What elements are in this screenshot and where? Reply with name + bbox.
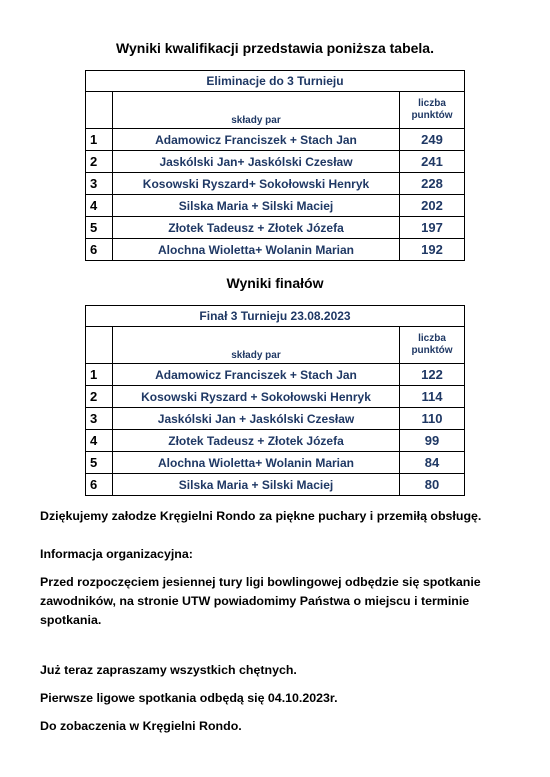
row-points: 249 [400,129,465,151]
row-number: 6 [86,239,113,261]
row-points: 80 [400,474,465,496]
header-points: liczba punktów [400,92,465,129]
row-number: 4 [86,195,113,217]
row-points: 122 [400,364,465,386]
row-number: 3 [86,173,113,195]
row-pair: Alochna Wioletta+ Wolanin Marian [113,239,400,261]
row-number: 2 [86,386,113,408]
qualification-table [85,70,465,261]
row-points: 228 [400,173,465,195]
row-number: 3 [86,408,113,430]
row-pair: Jaskólski Jan + Jaskólski Czesław [113,408,400,430]
row-number: 6 [86,474,113,496]
row-number: 1 [86,364,113,386]
row-number: 1 [86,129,113,151]
table-row [86,195,465,217]
row-points: 110 [400,408,465,430]
row-pair: Silska Maria + Silski Maciej [113,195,400,217]
info-title: Informacja organizacyjna: [40,547,193,561]
table-row [86,239,465,261]
closing-line: Pierwsze ligowe spotkania odbędą się 04.10.2023r. [40,691,338,705]
table-row [86,430,465,452]
table-caption: Eliminacje do 3 Turnieju [86,71,465,92]
row-number: 4 [86,430,113,452]
closing-line: Już teraz zapraszamy wszystkich chętnych. [40,663,297,677]
table-row [86,173,465,195]
row-number: 2 [86,151,113,173]
row-pair: Złotek Tadeusz + Złotek Józefa [113,217,400,239]
finals-table [85,305,465,496]
row-points: 197 [400,217,465,239]
row-pair: Kosowski Ryszard + Sokołowski Henryk [113,386,400,408]
row-pair: Jaskólski Jan+ Jaskólski Czesław [113,151,400,173]
table-row [86,386,465,408]
row-pair: Adamowicz Franciszek + Stach Jan [113,364,400,386]
table-row [86,151,465,173]
table-row [86,408,465,430]
header-number [86,92,113,129]
thanks-text: Dziękujemy załodze Kręgielni Rondo za piękne puchary i przemiłą obsługę. [40,509,482,523]
row-pair: Kosowski Ryszard+ Sokołowski Henryk [113,173,400,195]
row-pair: Adamowicz Franciszek + Stach Jan [113,129,400,151]
row-points: 241 [400,151,465,173]
header-number [86,327,113,364]
table-row [86,474,465,496]
row-points: 114 [400,386,465,408]
header-pairs: składy par [113,92,400,129]
header-points: liczba punktów [400,327,465,364]
header-pairs: składy par [113,327,400,364]
table-row [86,217,465,239]
page-title: Wyniki kwalifikacji przedstawia poniższa tabela. [116,40,434,56]
row-pair: Alochna Wioletta+ Wolanin Marian [113,452,400,474]
row-points: 202 [400,195,465,217]
row-points: 84 [400,452,465,474]
closing-line: Do zobaczenia w Kręgielni Rondo. [40,719,242,733]
table-row [86,129,465,151]
row-pair: Silska Maria + Silski Maciej [113,474,400,496]
table-caption: Finał 3 Turnieju 23.08.2023 [86,306,465,327]
row-number: 5 [86,217,113,239]
row-pair: Złotek Tadeusz + Złotek Józefa [113,430,400,452]
info-body: Przed rozpoczęciem jesiennej tury ligi bowlingowej odbędzie się spotkanie zawodników, na stronie UTW powiadomimy Państwa o miejscu i terminie spotkania. [40,575,481,627]
table-row [86,452,465,474]
row-number: 5 [86,452,113,474]
finals-heading: Wyniki finałów [226,275,324,291]
table-row [86,364,465,386]
row-points: 192 [400,239,465,261]
row-points: 99 [400,430,465,452]
